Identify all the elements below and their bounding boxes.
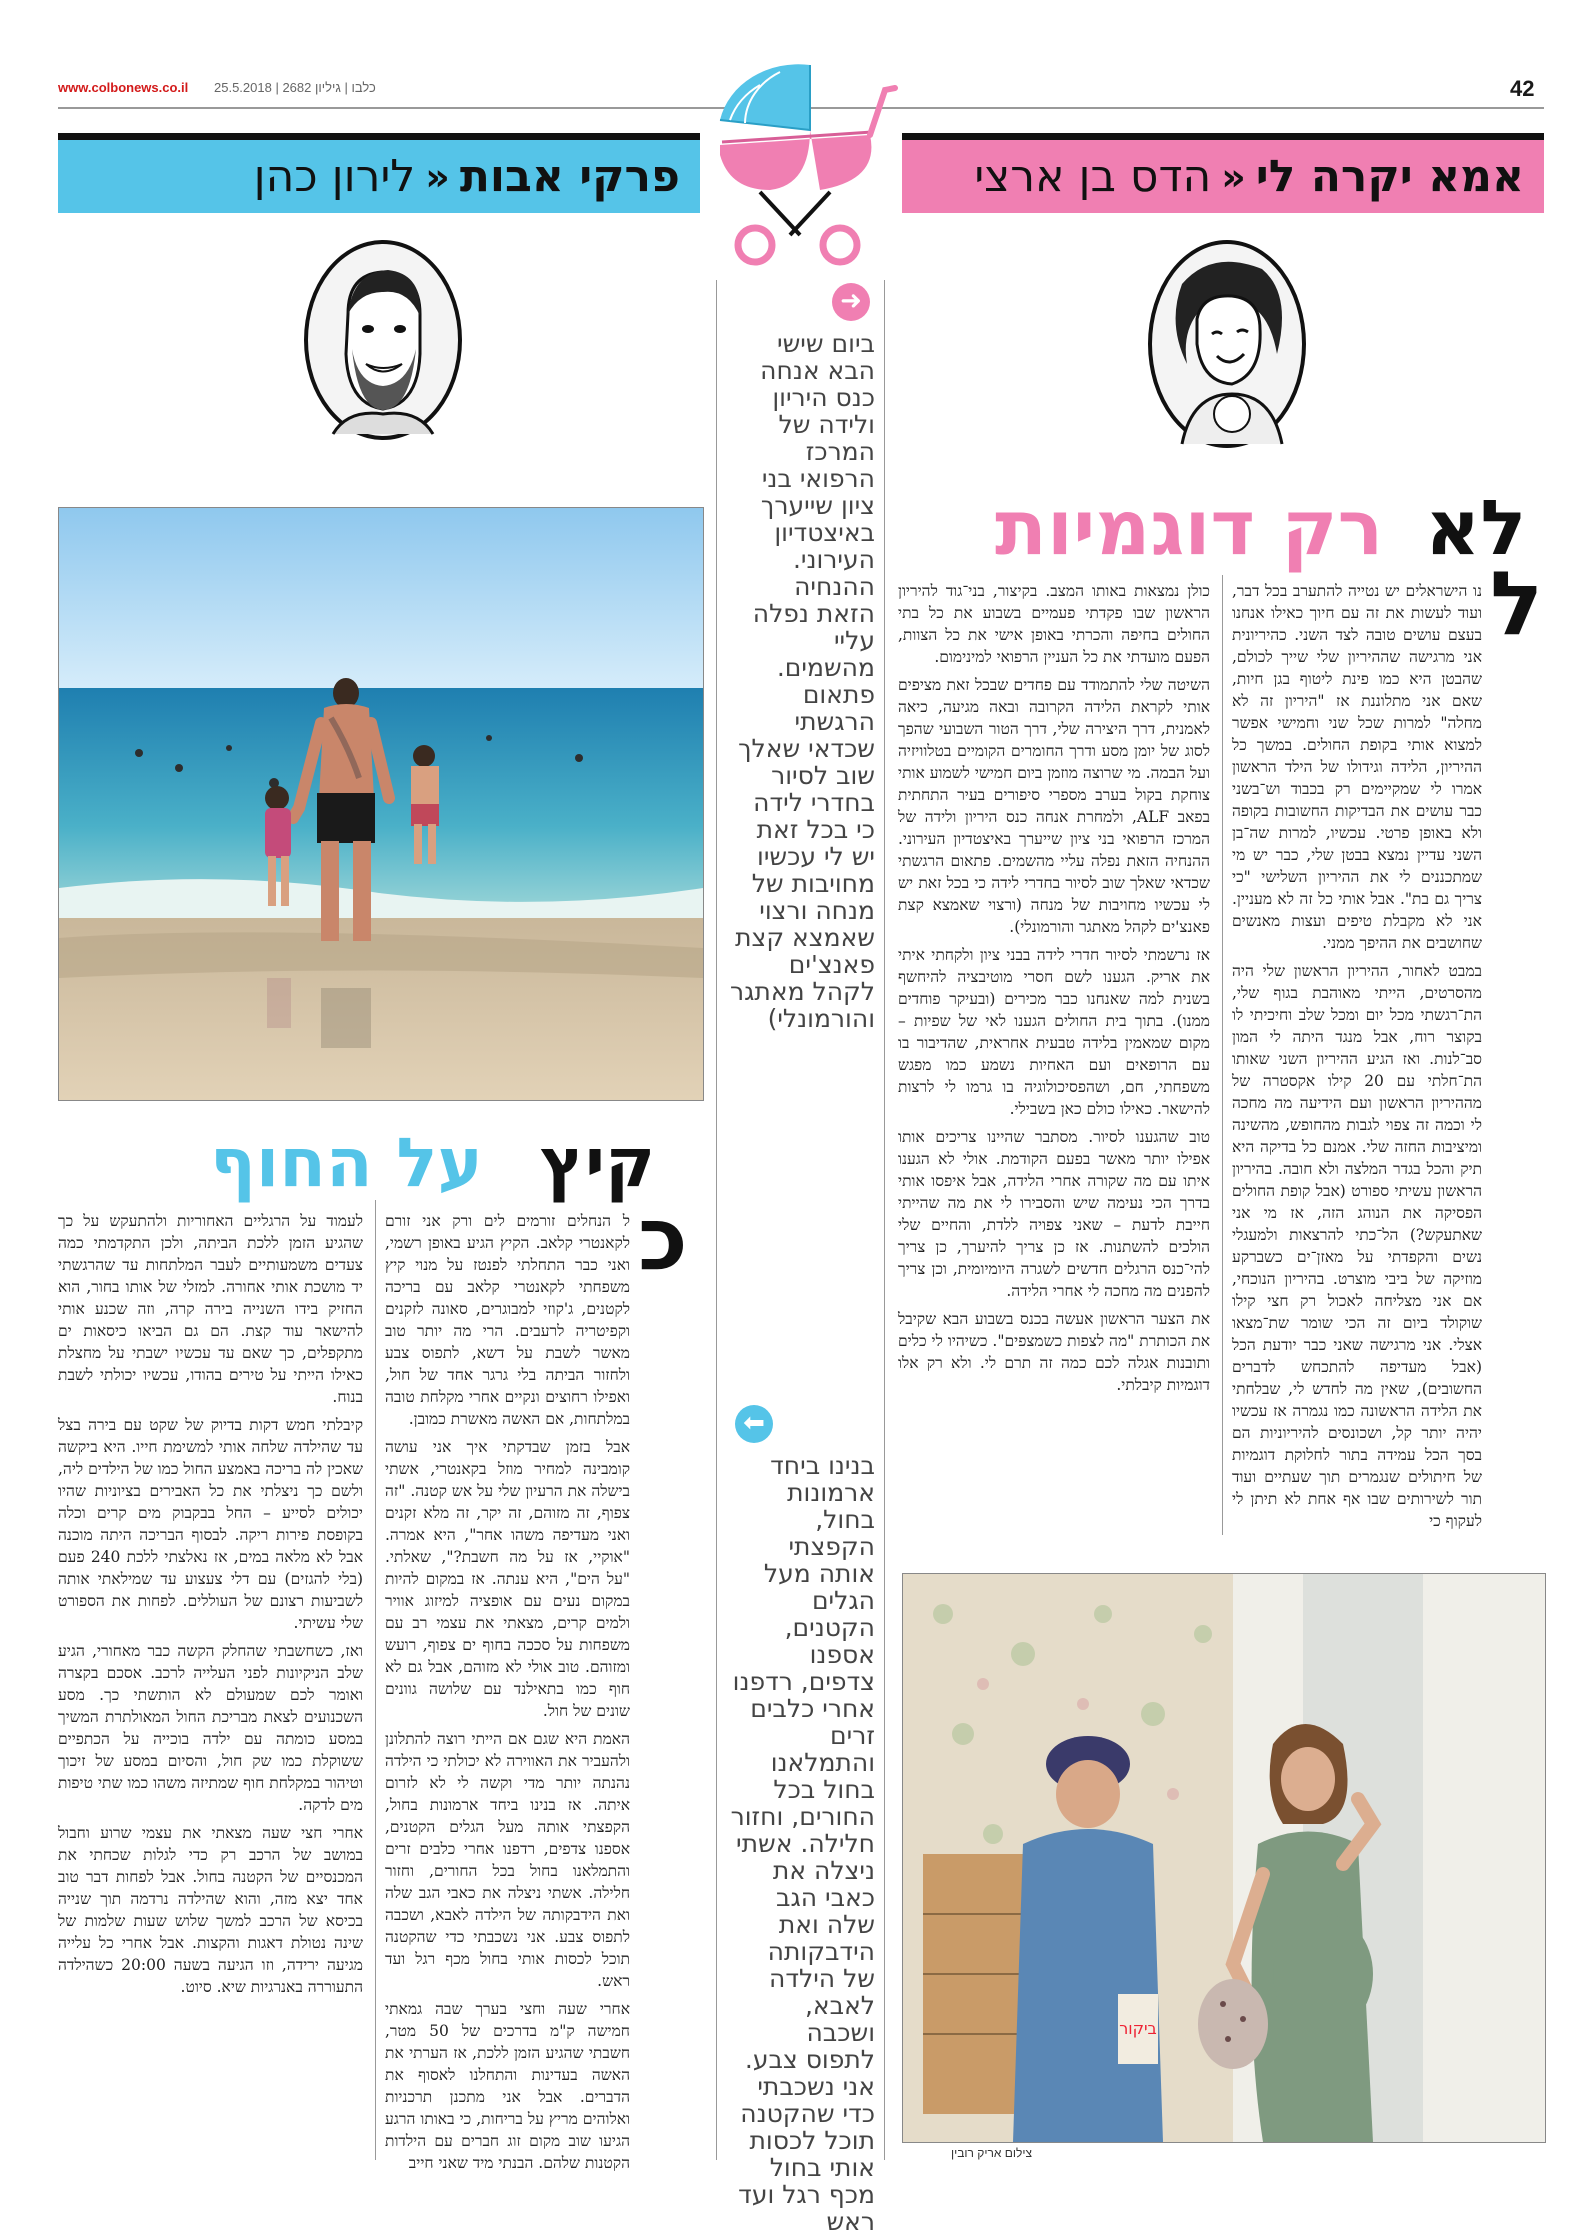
right-body-column-2: כולן נמצאות באותו המצב. בקיצור, בני־גוד להיריון הראשון שבו פקדתי פעמיים בשבוע את כל בתי החולים בחיפה והכרתי באופן אישי את כל הצוות, הפעם מועדתי את כל העניין הרפואי למינימום. השיטה שלי להתמודד עם פחדים שבכל זאת מציפים אותי לקראת הלידה הקרובה ובאה מגיעה, כיאה לאמנית, דרך היצירה שלי, דרך הטור השבועי שהפך לסוג של יומן מסע ודרך החומרים הקומיים בטלוויזיה ועל הבמה. מי שרוצה מוזמן ביום חמישי לשמוע אותי צוחקת בקול בערב מספרי סיפורים בעיר התחתית בפאב ALF, ולמחרת אנחה כנס היריון ולידה של המרכז הרפואי בני ציון שייערך באיצטדיון העירוני. ההנחיה הזאת נפלה עליי מהשמים. פתאום הרגשתי שכדאי שאלך שוב לסיור בחדרי לידה כי בכל זאת יש לי עכשיו מחויבות של מנחה (ורצוי שאמצא קצת פאנצ'ים לקהל מאתגר והורמונלי). אז נרשמתי לסיור חדרי לידה בבני ציון ולקחתי איתי את אריק. הגענו לשם חסרי מוטיבציה להיחשף בשנית למה שאנחנו כבר מכירים (ובעיקר פוחדים ממנו). בתוך בית החולים הגענו לאי של שפיות – מקום שמאמין בלידה טבעית אחראית, שהדיבור בו עם הרופאים ועם האחיות נשמע כמו מפגש משפחתי, חם, ושהפסיכולוגיה בו גרמו לי לרצות להישאר. כאילו כולם כאן בשבילי. טוב שהגענו לסיור. מסתבר שהיינו צריכים אותו אפילו יותר מאשר בפעם הקודמת. אולי לא הגענו איתו עם מה שקורה אחרי הלידה, אבל איפסו אותי בדרך הכי נעימה שיש והסבירו לי את מה שהייתי חייבת לדעת – שאני צפויה ללדת, והחיים שלי הולכים להשתנות. אז כן צריך להיערך, כן צריך להי־כנס הרגלים חדשים לשגרה היומיומית, וכן צריך להפנים מה מחכה לי אחרי הלידה. את הצער הראשון אעשה בכנס בשבוע הבא שקיבל את הכותרת "מה לצפות כשמצפים". כשיהיו לי כלים ותובנות אגלה לכם כמה זה תרם לי. ולא רק אלו דוגמיות קיבלתי. — [898, 582, 1211, 1394]
arrow-right-icon: ➜ — [832, 283, 870, 321]
column-rule-left-cols — [375, 1200, 376, 2160]
column-banner-left — [58, 133, 700, 213]
svg-text:ביקור: ביקור — [1119, 2019, 1157, 2038]
baby-stroller-icon — [700, 60, 900, 275]
column-rule-right-cols — [1222, 575, 1223, 1535]
left-body-column-1: ל הנחלים זורמים לים ורק אני זורם לקאנטרי קלאב. הקיץ הגיע באופן רשמי, ואני כבר התחלתי לפנטז על מנוי קיץ משפחתי לקאנטרי קלאב עם בריכה לקטנים, ג'קוזי למבוגרים, סאונה לזקנים וקפיטריה לרעבים. הרי מה יותר טוב מאשר לשבת על דשא, לתפוס צבע ולחזור הביתה בלי גרגר אחד של חול, ואפילו רחוצים ונקיים אחרי מקלחת טובה במלתחות, אם האשה מאשרת כמובן. אבל בזמן שבדקתי איך אני עושה קומבינה למחיר מוזל בקאנטרי, אשתי בישלה את הרעיון שלי על אש קטנה. "זה צפוף, זה מזוהם, זה יקר, זה מלא זקנים ואני מעדיפה משהו אחר", היא אמרה. "אוקיי, אז על מה חשבת?", שאלתי. "על הים", היא ענתה. אז במקום להיות במקום נעים עם אופציה למיזוג אוויר ולמים קרים, מצאתי את עצמי רב עם משפחות על סככה בחוף ים צפוף, רועש ומזוהם. טוב אולי לא מזוהם, אבל גם לא חוף כמו בתאילנד עם שלושה גוונים שונים של חול. האמת היא שגם אם הייתי רוצה להתלונן ולהעביר את האווירה לא יכולתי כי הילדה נהנתה יותר מדי וקשה לי לא לזרום איתה. אז בנינו ביחד ארמונות בחול, הקפצתי אותה מעל הגלים הקטנים, אספנו צדפים, רדפנו אחרי כלבים זרים והתמלאנו בחול בכל החורים, וחזור חלילה. אשתי ניצלה את כאבי הגב שלה ואת הידבקותה של הילדה לאבא, ושכבה לתפוס צבע. אני נשכבתי כדי שהקטנה תוכל לכסות אותי בחול מכף רגל ועד ראש. אחרי שעה וחצי בערך שבה גמאתי חמישה ק"מ בדרכים של 50 מטר, חשבתי שהגיע הזמן ללכת, אז הערתי את האשה בעדינות והתחלנו לאסוף את הדברים. אבל אני מתכנן תרכניות ואלוהים מריץ על בריחות, כי באותו הרגע הגיעו שוב מקום זוג חברים עם הילדות הקטנות שלהם. הבנתי מיד שאני חייב — [385, 1212, 630, 2172]
photo-credit: צילום אריק רובין — [950, 2146, 1032, 2160]
column-label: פרקי אבות — [459, 151, 680, 202]
right-body-column-1: נו הישראלים יש נטייה להתערב בכל דבר, ועוד לעשות את זה עם חיוך כאילו אנחנו בעצם עושים טובה לצד השני. כהיריונית אני מרגישה שההיריון שלי שייך לכולם, שהבטן היא כמו פינת ליטוף בגן חיות, שאם אני מתלוננת אז "היריון זה לא מחלה" למרות שכל שני וחמישי אפשר למצוא אותי בקופת החולים. במשך כל ההיריון, הלידה וגידולו של הילד הראשון אמרו לי שמקיימים רק בכבוד וש־בשני כבר עושים את הבדיקות החשובות בקופה ולא באופן פרטי. עכשיו, למרות שה־בן השני עדיין נמצא בבטן שלי, כבר יש מי שמתכננים לי את ההיריון השלישי "כי צריך גם בת". אבל אותי כל זה לא מעניין. אני לא מקבלת טיפים ועצות מאנשים שחושבים את ההיפך ממני. במבט לאחור, ההיריון הראשון שלי היה מהסרטים, הייתי מאוהבת בגוף שלי, הת־רגשתי מכל יום ומכל שלב וחיכיתי לו בקוצר רוח, אבל מנגד היתה לי המון סב־לנות. ואז הגיע ההיריון השני שאותו הת־חלתי עם 20 קילו אקסטרה של מההיריון הראשון ועם הידיעה מה מחכה לי וכמה זה צפוי לגבות מהחופש, מהשינה ומיציבות החזה שלי. אמנם כל בדיקה היא תיק והכל בגדר המלצה ולא חובה. בהיריון הראשון עשיתי ספורט (אבל קופת החולים הפסיקה את הנוהג הזה, אז מי אני שאתעקש?) הל־כתי להרצאות ולמעגלי נשים והקפדתי על מאזן־ים כשברקע מוזיקה של ביבי מוצרט. בהיריון הנוכחי, אם אני מצליחה לאכול רק חצי קילו שוקולד ביום זה הכי שומר שת־מצאו אצלי. אני מרגישה שאני כבר יודעת הכל (אבל מעדיפה להתכחש לדברים החשובים), שאין מה לחדש לי, שבלחתי את הלידה הראשונה כמו נגמרה אז עכשיו יהיה יותר קל, ושכונסים להיריוניות הם בסך הכל עמידה בתור לחלוקת דוגמיות של חיתולים שנגמרים תוך שעתיים ועוד תור לשירותים שבו אף אחת לא תיתן לי לעקוף כי — [1232, 582, 1482, 1530]
column-rule-right — [884, 280, 885, 2160]
column-label: אמא יקרה לי — [1255, 151, 1524, 202]
issue-meta: כלבו | גיליון 2682 | 25.5.2018 — [214, 80, 376, 95]
headline-part2: על החוף — [210, 1124, 483, 1203]
right-dropcap: ל — [1490, 552, 1544, 655]
beach-photo — [58, 507, 704, 1101]
hospital-photo — [902, 1573, 1546, 2143]
double-chevron-icon: « — [1221, 154, 1246, 199]
left-headline — [210, 1124, 483, 1203]
pull-quote-2: בנינו ביחד ארמונות בחול, הקפצתי אותה מעל הגלים הקטנים, אספנו צדפים, רדפנו אחרי כלבים זרים והתמלאנו בחול בכל החורים, וחזור חלילה. אשתי ניצלה את כאבי הגב שלה ואת הידבקותה של הילדה לאבא, ושכבה לתפוס צבע. אני נשכבתי כדי שהקטנה תוכל לכסות אותי בחול מכף רגל ועד ראש — [730, 1451, 875, 2236]
author-name: הדס בן ארצי — [974, 151, 1212, 202]
author-name: לירון כהן — [253, 151, 416, 202]
page-number: 42 — [1510, 76, 1535, 101]
left-body-column-2: לעמוד על הרגליים האחוריות ולהתעקש על כך שהגיע הזמן ללכת הביתה, ולכן התקדמתי כמה צעדים משמעותיים לעבר המלתחות עד שהרגשתי יד מושכת אותי אחורה. למזלי של אותו בחור, הוא החזיק בידו השנייה בירה קרה, וזה שכנע אותי להישאר עוד קצת. הם גם הביאו כיסאות ים מתקפלים, כך שאם עד עכשיו ישבתי על מחצלת כאילו הייתי על טירים בהודו, עכשיו יכולתי לשבת בנוח. קיבלתי חמש דקות בדיוק של שקט עם בירה בצל עד שהילדה שלחה אותי למשימת חייו. היא ביקשה שאכין לה בריכה באמצע החול כמו של הילדים ליה, ולשם כך ניצלתי את כל האבירים בציוניות שהיו יכולים לסייע – החל בבקבוק מים קרים וכלה בקופסת פירות ריקה. לבסוף הבריכה היתה מוכנה אבל לא מלאה במים, אז נאלצתי ללכת 240 פעם (בלי להגזים) עם דלי צעצוע עד שמילאתי אותה לשביעות רצונם של העוללים. לפחות את הספורט שלי עשיתי. ואז, כשחשבתי שהחלק הקשה כבר מאחורי, הגיע שלב הניקיונות לפני העלייה לרכב. אסכם בקצרה ואומר לכם שמעולם לא הותשתי כך. מסע השכנועים לצאת מבריכת החול המאולתרת המשיך במסע כומתה עם ילדה בוכייה על הכתפיים ששוקלת כמו שק חול, והסיום במסע של זיכוך וטיהור במקלחת חוף שמתיזה משהו כמו שתי טיפות מים לדקה. אחרי חצי שעה מצאתי את עצמי שרוע וחבול במושב של הרכב רק כדי לגלות שכחתי את המכנסיים של הקטנה בחול. אבל לפחות דבר טוב אחד יצא מזה, והוא שהילדה נרדמה תוך שנייה בכיסא של הרכב למשך שלוש שעות שלמות של שינה נטולת דאגות והקצות. אבל אחרי כל עלייה מגיעה ירידה, וזו הגיעה בשעה 20:00 כשהילדה התעוררה באנרגיות שיא. סיוט. — [58, 1212, 363, 1996]
left-dropcap: כ — [638, 1187, 688, 1290]
double-chevron-icon: « — [425, 154, 450, 199]
male-caricature-icon — [304, 240, 462, 440]
arrow-left-icon: ⬅ — [735, 1405, 773, 1443]
right-headline-word1: לא — [1425, 483, 1527, 572]
pull-quote-1: ביום שישי הבא אנחה כנס היריון ולידה של המרכז הרפואי בני ציון שייערך באיצטדיון העירוני. ההנחיה הזאת נפלה עליי מהשמים. פתאום הרגשתי שכדאי שאלך שוב לסיור בחדרי לידה כי בכל זאת יש לי עכשיו מחויבות של מנחה ורצוי שאמצא קצת פאנצ'ים לקהל מאתגר והורמונלי) — [730, 329, 875, 1033]
column-banner-right — [902, 133, 1544, 213]
right-headline: רק דוגמיות — [995, 483, 1384, 572]
left-headline-word1: קיץ — [540, 1124, 656, 1203]
site-url[interactable]: www.colbonews.co.il — [58, 80, 189, 95]
column-rule-left — [716, 280, 717, 2160]
female-caricature-icon — [1148, 240, 1306, 448]
